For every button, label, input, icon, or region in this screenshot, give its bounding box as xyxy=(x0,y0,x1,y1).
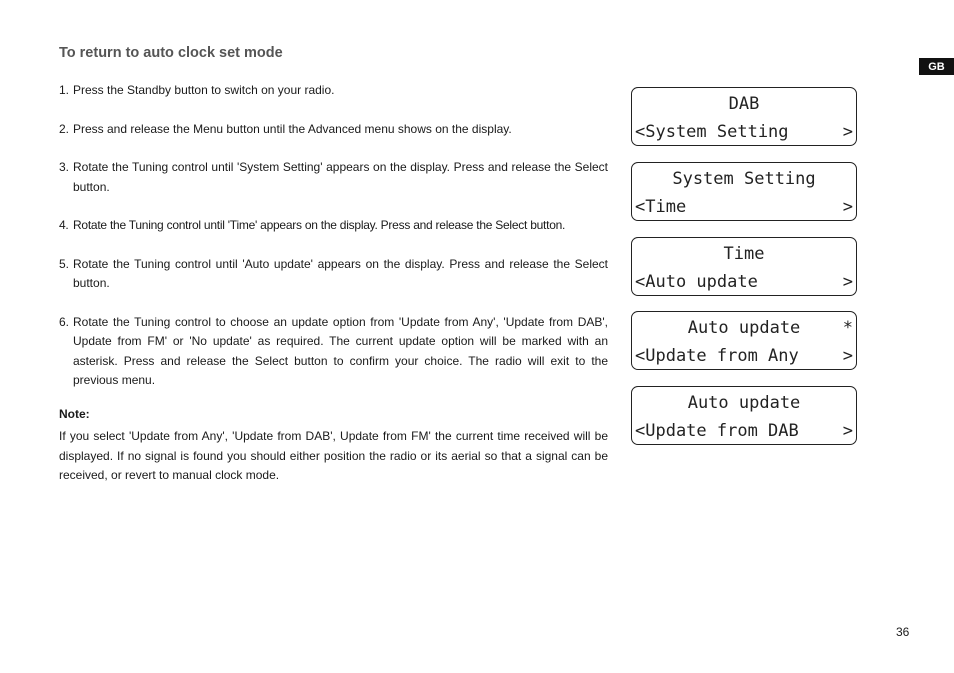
step-1 xyxy=(59,81,608,101)
asterisk-icon: * xyxy=(842,318,853,338)
section-heading: To return to auto clock set mode xyxy=(59,45,283,61)
step-2 xyxy=(59,120,608,140)
note-label: Note: xyxy=(59,407,90,421)
lcd-line-1: Time xyxy=(723,244,765,264)
step-text: Rotate the Tuning control until 'Time' appears on the display. Press and release the Select button. xyxy=(73,218,566,232)
page-number: 36 xyxy=(896,625,910,639)
step-number: 4. xyxy=(59,218,69,232)
language-badge: GB xyxy=(919,58,954,75)
step-text: Rotate the Tuning control until 'Auto update' appears on the display. Press and release the Select button. xyxy=(73,256,608,290)
lcd-line-2: <Update from Any xyxy=(635,346,799,366)
step-text: Rotate the Tuning control to choose an update option from 'Update from Any', 'Update from DAB', Update from FM' or 'No update' as required. The current update option will be marked with an asterisk. Press and release the Select button to confirm your choice. The radio will exit to the previous menu. xyxy=(73,314,608,387)
lcd-display-auto-update-any xyxy=(631,311,857,370)
step-6 xyxy=(59,313,608,391)
lcd-line-2: <Update from DAB xyxy=(635,421,799,441)
step-number: 5. xyxy=(59,256,70,271)
lcd-display-time xyxy=(631,237,857,296)
step-text: Press and release the Menu button until the Advanced menu shows on the display. xyxy=(73,121,512,136)
lcd-line-1: System Setting xyxy=(672,169,816,189)
lcd-display-system-setting xyxy=(631,162,857,221)
step-3 xyxy=(59,158,608,197)
chevron-right-icon: > xyxy=(842,421,853,441)
chevron-right-icon: > xyxy=(842,122,853,142)
step-number: 1. xyxy=(59,83,70,97)
chevron-right-icon: > xyxy=(842,197,853,217)
lcd-line-1: Auto update xyxy=(687,318,801,338)
lcd-display-auto-update-dab xyxy=(631,386,857,445)
step-4 xyxy=(59,216,608,236)
step-text: Rotate the Tuning control until 'System Setting' appears on the display. Press and release the Select button. xyxy=(73,160,608,194)
step-number: 3. xyxy=(59,160,70,174)
chevron-right-icon: > xyxy=(842,272,853,292)
note-text: If you select 'Update from Any', 'Update from DAB', Update from FM' the current time received will be displayed. If no signal is found you should either position the radio or its aerial so that a signal can be received, or revert to manual clock mode. xyxy=(59,429,608,482)
step-number: 2. xyxy=(59,121,70,136)
instruction-list xyxy=(59,81,608,410)
chevron-right-icon: > xyxy=(842,346,853,366)
lcd-line-2: <Time xyxy=(635,197,687,217)
lcd-line-2: <Auto update xyxy=(635,272,758,292)
step-text: Press the Standby button to switch on your radio. xyxy=(73,83,335,97)
step-5 xyxy=(59,255,608,294)
lcd-line-2: <System Setting xyxy=(635,122,789,142)
step-number: 6. xyxy=(59,314,70,329)
lcd-line-1: Auto update xyxy=(687,393,801,413)
lcd-display-dab xyxy=(631,87,857,146)
lcd-line-1: DAB xyxy=(728,94,760,114)
